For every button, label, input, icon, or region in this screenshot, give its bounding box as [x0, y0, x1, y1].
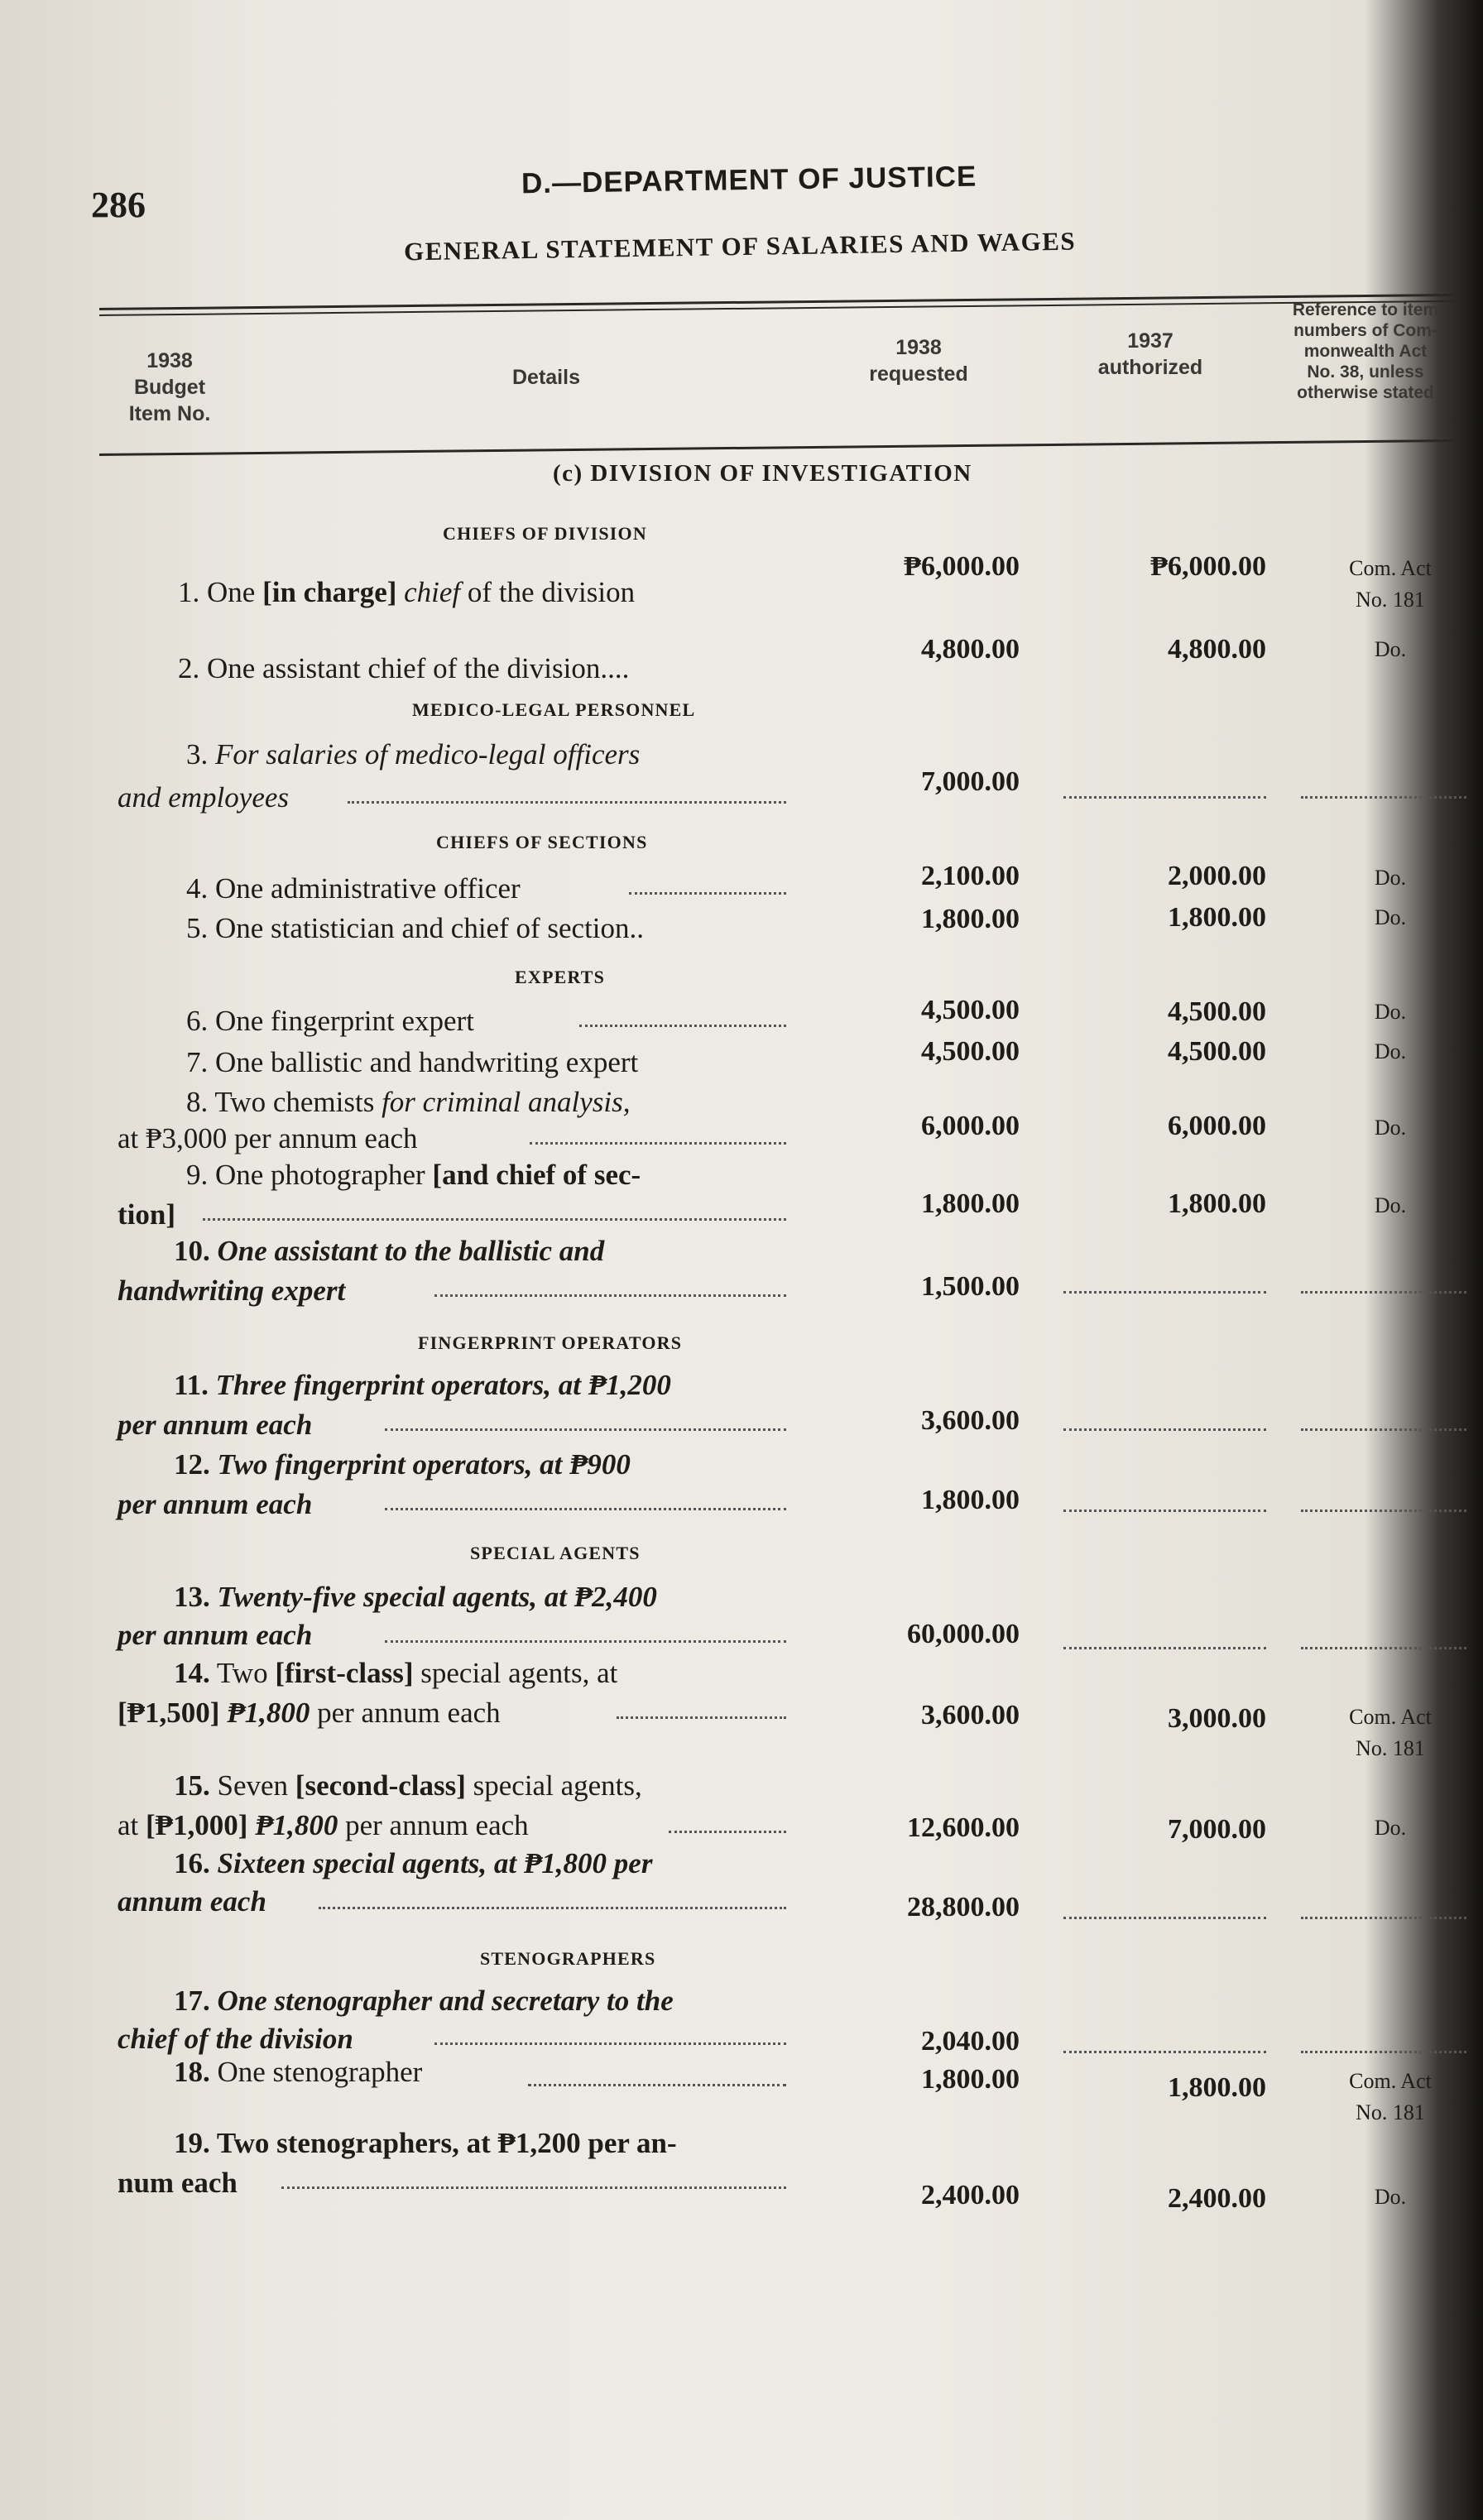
item-16-reference-blank [1301, 1917, 1466, 1919]
subsection-stenographers: STENOGRAPHERS [480, 1948, 656, 1969]
item-14-authorized: 3,000.00 [1168, 1703, 1266, 1734]
item-12-leader [385, 1508, 786, 1510]
item-14-requested: 3,600.00 [921, 1700, 1020, 1730]
item-18-authorized: 1,800.00 [1168, 2072, 1266, 2103]
item-5-requested: 1,800.00 [921, 904, 1020, 934]
item-5-text: 5. One statistician and chief of section.. [186, 912, 645, 944]
item-4-reference: Do. [1374, 866, 1407, 890]
item-6-text: 6. One fingerprint expert [186, 1005, 474, 1037]
item-19-leader [281, 2186, 786, 2189]
item-10-reference-blank [1301, 1291, 1466, 1294]
item-10-line-2: handwriting expert [118, 1274, 346, 1307]
item-17-leader [434, 2042, 786, 2045]
item-18-requested: 1,800.00 [921, 2064, 1020, 2095]
item-11-authorized-blank [1063, 1428, 1266, 1431]
column-header-reference: Reference to item numbers of Com- monwealth Act No. 38, unless otherwise stated [1292, 300, 1439, 402]
item-10-authorized-blank [1063, 1291, 1266, 1294]
item-14-reference: Com. Act No. 181 [1349, 1705, 1432, 1760]
item-17-line-2: chief of the division [118, 2023, 353, 2055]
column-header-1938-requested: 1938 requested [869, 336, 968, 386]
item-7-reference: Do. [1374, 1039, 1407, 1063]
item-1-reference: Com. Act No. 181 [1349, 556, 1432, 612]
item-3-line-2: and employees [118, 781, 290, 814]
item-13-requested: 60,000.00 [907, 1619, 1020, 1649]
item-15-reference: Do. [1374, 1816, 1407, 1840]
item-18-reference: Com. Act No. 181 [1349, 2069, 1432, 2124]
item-5-authorized: 1,800.00 [1168, 902, 1266, 933]
item-4-requested: 2,100.00 [921, 861, 1020, 891]
item-17-line-1: 17. One stenographer and secretary to the [174, 1985, 674, 2017]
item-3-requested: 7,000.00 [921, 766, 1020, 797]
item-8-requested: 6,000.00 [921, 1111, 1020, 1141]
item-11-line-2: per annum each [118, 1409, 313, 1441]
item-7-requested: 4,500.00 [921, 1036, 1020, 1067]
item-7-authorized: 4,500.00 [1168, 1036, 1266, 1067]
item-3-authorized-blank [1063, 796, 1266, 799]
item-14-line-1: 14. Two [first-class] special agents, at [174, 1657, 618, 1689]
item-9-line-2: tion] [118, 1198, 175, 1231]
column-header-item-no: 1938 Budget Item No. [128, 349, 211, 425]
item-8-reference: Do. [1374, 1116, 1407, 1140]
subsection-medico-legal: MEDICO-LEGAL PERSONNEL [412, 699, 696, 720]
item-15-requested: 12,600.00 [907, 1812, 1020, 1843]
item-15-leader [669, 1831, 786, 1833]
item-11-requested: 3,600.00 [921, 1405, 1020, 1436]
item-12-reference-blank [1301, 1510, 1466, 1512]
item-6-requested: 4,500.00 [921, 995, 1020, 1025]
item-4-authorized: 2,000.00 [1168, 861, 1266, 891]
item-13-leader [385, 1640, 786, 1643]
item-19-authorized: 2,400.00 [1168, 2183, 1266, 2214]
department-title: D.—DEPARTMENT OF JUSTICE [521, 160, 977, 200]
item-12-line-1: 12. Two fingerprint operators, at ₱900 [174, 1448, 631, 1481]
item-11-reference-blank [1301, 1428, 1466, 1431]
item-17-reference-blank [1301, 2051, 1466, 2053]
item-15-line-1: 15. Seven [second-class] special agents, [174, 1769, 642, 1802]
statement-title: GENERAL STATEMENT OF SALARIES AND WAGES [403, 226, 1077, 266]
item-19-line-2: num each [118, 2167, 238, 2199]
item-8-line-1: 8. Two chemists for criminal analysis, [186, 1086, 631, 1118]
item-12-line-2: per annum each [118, 1488, 313, 1520]
item-11-leader [385, 1428, 786, 1431]
item-17-authorized-blank [1063, 2051, 1266, 2053]
item-15-authorized: 7,000.00 [1168, 1814, 1266, 1845]
item-12-requested: 1,800.00 [921, 1485, 1020, 1515]
item-3-reference-blank [1301, 796, 1466, 799]
item-16-line-2: annum each [118, 1885, 266, 1918]
item-7-text: 7. One ballistic and handwriting expert [186, 1046, 639, 1078]
column-header-1937-authorized: 1937 authorized [1097, 329, 1203, 379]
item-2-reference: Do. [1374, 637, 1407, 661]
item-14-line-2: [₱1,500] ₱1,800 per annum each [118, 1697, 501, 1729]
item-1-requested: ₱6,000.00 [904, 551, 1020, 582]
item-5-reference: Do. [1374, 905, 1407, 929]
item-19-line-1: 19. Two stenographers, at ₱1,200 per an- [174, 2127, 677, 2159]
item-2-authorized: 4,800.00 [1168, 634, 1266, 665]
item-6-reference: Do. [1374, 1000, 1407, 1024]
item-16-leader [319, 1907, 786, 1909]
item-10-line-1: 10. One assistant to the ballistic and [174, 1235, 605, 1267]
subsection-fingerprint-operators: FINGERPRINT OPERATORS [418, 1332, 683, 1353]
item-9-line-1: 9. One photographer [and chief of sec- [186, 1159, 641, 1191]
item-8-authorized: 6,000.00 [1168, 1111, 1266, 1141]
item-3-line-1: 3. For salaries of medico-legal officers [186, 738, 641, 770]
item-10-leader [434, 1294, 786, 1297]
item-9-requested: 1,800.00 [921, 1188, 1020, 1219]
item-19-reference: Do. [1374, 2185, 1407, 2209]
item-1-authorized: ₱6,000.00 [1150, 551, 1266, 582]
item-13-line-2: per annum each [118, 1619, 313, 1651]
item-19-requested: 2,400.00 [921, 2180, 1020, 2210]
subsection-chiefs-of-sections: CHIEFS OF SECTIONS [436, 832, 648, 852]
item-13-authorized-blank [1063, 1647, 1266, 1649]
item-6-authorized: 4,500.00 [1168, 996, 1266, 1027]
item-14-leader [617, 1716, 786, 1719]
item-6-leader [579, 1025, 786, 1027]
item-13-line-1: 13. Twenty-five special agents, at ₱2,400 [174, 1581, 657, 1613]
item-17-requested: 2,040.00 [921, 2026, 1020, 2057]
item-4-leader [629, 892, 786, 895]
division-heading: (c) DIVISION OF INVESTIGATION [553, 460, 972, 487]
item-13-reference-blank [1301, 1647, 1466, 1649]
column-header-details: Details [512, 366, 580, 389]
page-number: 286 [91, 185, 146, 225]
item-16-authorized-blank [1063, 1917, 1266, 1919]
item-2-requested: 4,800.00 [921, 634, 1020, 665]
item-18-text: 18. One stenographer [174, 2056, 423, 2088]
subsection-experts: EXPERTS [515, 967, 606, 987]
item-15-line-2: at [₱1,000] ₱1,800 per annum each [118, 1809, 529, 1841]
item-9-authorized: 1,800.00 [1168, 1188, 1266, 1219]
item-9-leader [203, 1218, 786, 1221]
item-12-authorized-blank [1063, 1510, 1266, 1512]
item-10-requested: 1,500.00 [921, 1271, 1020, 1302]
item-9-reference: Do. [1374, 1193, 1407, 1217]
item-3-leader [348, 801, 786, 804]
item-4-text: 4. One administrative officer [186, 872, 521, 905]
item-16-requested: 28,800.00 [907, 1892, 1020, 1922]
item-2-text: 2. One assistant chief of the division.... [178, 652, 630, 684]
item-18-leader [528, 2084, 786, 2086]
subsection-chiefs-of-division: CHIEFS OF DIVISION [443, 523, 647, 544]
subsection-special-agents: SPECIAL AGENTS [470, 1543, 641, 1563]
item-16-line-1: 16. Sixteen special agents, at ₱1,800 per [174, 1847, 653, 1879]
item-11-line-1: 11. Three fingerprint operators, at ₱1,200 [174, 1369, 671, 1401]
item-8-line-2: at ₱3,000 per annum each [118, 1122, 418, 1154]
item-1-text: 1. One [in charge] chief of the division [178, 576, 636, 608]
item-8-leader [530, 1142, 786, 1145]
